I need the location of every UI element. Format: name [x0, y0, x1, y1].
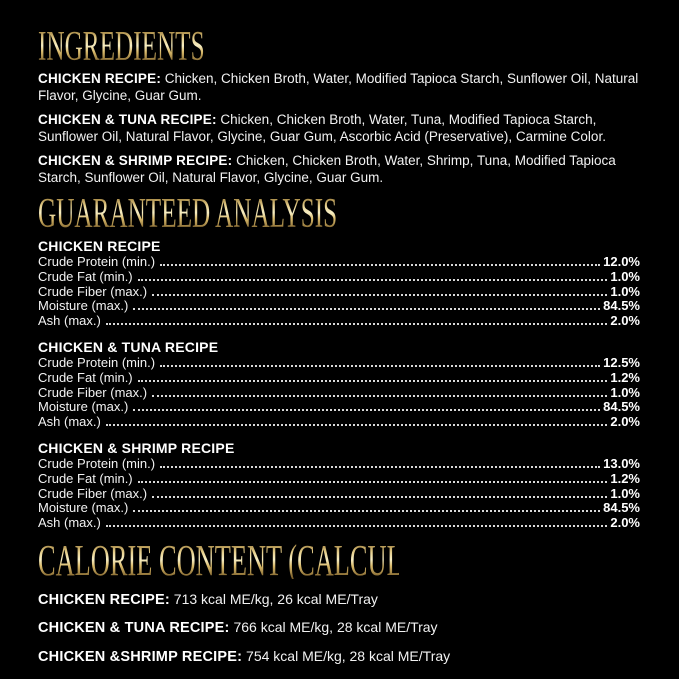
recipe-name-label: CHICKEN & SHRIMP RECIPE: — [38, 153, 233, 168]
analysis-row-label: Ash (max.) — [38, 414, 101, 430]
analysis-row — [38, 285, 640, 300]
guaranteed-analysis-section-title: GUARANTEED ANALYSIS — [38, 197, 399, 231]
recipe-name-label: CHICKEN &SHRIMP RECIPE: — [38, 648, 243, 665]
analysis-row-label: Crude Protein (min.) — [38, 354, 156, 370]
analysis-row-value: 84.5% — [603, 500, 640, 516]
analysis-row-value: 84.5% — [603, 298, 640, 314]
analysis-row-value: 13.0% — [603, 455, 640, 471]
analysis-row-value: 2.0% — [610, 414, 640, 430]
analysis-row-label: Crude Fiber (max.) — [38, 485, 148, 501]
analysis-row-value: 1.0% — [610, 485, 640, 501]
analysis-row-label: Crude Fiber (max.) — [38, 283, 148, 299]
analysis-row-value: 1.2% — [610, 369, 640, 385]
leader-dots — [133, 510, 600, 512]
analysis-rows — [38, 255, 640, 329]
recipe-name-label: CHICKEN RECIPE: — [38, 591, 170, 608]
analysis-row-value: 1.2% — [610, 470, 640, 486]
ingredient-paragraph — [38, 71, 640, 104]
calorie-value: 766 kcal ME/kg, 28 kcal ME/Tray — [233, 619, 438, 636]
analysis-row-value: 12.5% — [603, 354, 640, 370]
recipe-name-label: CHICKEN & TUNA RECIPE: — [38, 112, 217, 127]
analysis-row-value: 1.0% — [610, 384, 640, 400]
analysis-row-value: 2.0% — [610, 313, 640, 329]
analysis-row-value: 1.0% — [610, 268, 640, 284]
analysis-recipe-block — [38, 339, 640, 430]
leader-dots — [133, 308, 600, 310]
analysis-row-label: Crude Fat (min.) — [38, 268, 133, 284]
analysis-row-label: Ash (max.) — [38, 313, 101, 329]
analysis-row — [38, 472, 640, 487]
analysis-row-label: Crude Fiber (max.) — [38, 384, 148, 400]
recipe-name-label: CHICKEN RECIPE: — [38, 71, 162, 86]
leader-dots — [138, 380, 608, 382]
analysis-row — [38, 501, 640, 516]
leader-dots — [106, 323, 608, 325]
ingredient-text: Chicken, Chicken Broth, Water, Tuna, Modified Tapioca Starch, Sunflower Oil, Natural Flavor, Glycine, Guar Gum, Ascorbic Acid (Preservative), Carmine Color. — [38, 112, 606, 144]
analysis-row — [38, 415, 640, 430]
leader-dots — [160, 466, 600, 468]
leader-dots — [138, 279, 608, 281]
analysis-row-label: Moisture (max.) — [38, 399, 129, 415]
ingredient-paragraph — [38, 153, 640, 186]
leader-dots — [152, 294, 607, 296]
analysis-row-label: Moisture (max.) — [38, 298, 129, 314]
analysis-row-label: Crude Protein (min.) — [38, 254, 156, 269]
analysis-row — [38, 487, 640, 502]
analysis-row — [38, 270, 640, 285]
calorie-value: 713 kcal ME/kg, 26 kcal ME/Tray — [173, 590, 378, 607]
analysis-recipe-block — [38, 238, 640, 329]
leader-dots — [152, 395, 607, 397]
ingredients-section-title: INGREDIENTS — [38, 30, 399, 64]
ingredients-list — [38, 71, 640, 186]
calorie-content-section-title: CALORIE CONTENT (CALCULATED): — [38, 535, 487, 585]
analysis-row-value: 12.0% — [603, 254, 640, 269]
analysis-recipe-name: CHICKEN RECIPE — [38, 238, 161, 254]
analysis-recipe-name: CHICKEN & SHRIMP RECIPE — [38, 439, 235, 456]
calorie-line — [38, 590, 640, 609]
analysis-row — [38, 255, 640, 270]
leader-dots — [106, 424, 608, 426]
leader-dots — [160, 264, 600, 266]
leader-dots — [138, 481, 608, 483]
calorie-line — [38, 647, 640, 666]
leader-dots — [160, 365, 600, 367]
analysis-row — [38, 457, 640, 472]
analysis-row-label: Crude Protein (min.) — [38, 455, 156, 471]
ingredient-text: Chicken, Chicken Broth, Water, Shrimp, Tuna, Modified Tapioca Starch, Sunflower Oil, Natural Flavor, Glycine, Guar Gum. — [38, 153, 616, 185]
ingredient-paragraph — [38, 112, 640, 145]
analysis-row-label: Moisture (max.) — [38, 500, 129, 516]
analysis-rows — [38, 457, 640, 531]
leader-dots — [152, 496, 607, 498]
analysis-row — [38, 314, 640, 329]
analysis-row — [38, 299, 640, 314]
leader-dots — [133, 409, 600, 411]
analysis-recipe-block — [38, 440, 640, 531]
analysis-rows — [38, 356, 640, 430]
guaranteed-analysis-list — [38, 238, 640, 531]
analysis-recipe-name: CHICKEN & TUNA RECIPE — [38, 338, 219, 355]
analysis-row-value: 84.5% — [603, 399, 640, 415]
analysis-row — [38, 400, 640, 415]
analysis-row-label: Crude Fat (min.) — [38, 369, 133, 385]
calorie-line — [38, 618, 640, 637]
analysis-row — [38, 516, 640, 531]
analysis-row — [38, 386, 640, 401]
analysis-row — [38, 371, 640, 386]
analysis-row-value: 1.0% — [610, 283, 640, 299]
calorie-value: 754 kcal ME/kg, 28 kcal ME/Tray — [246, 647, 451, 664]
calorie-content-list — [38, 590, 640, 666]
analysis-row-label: Crude Fat (min.) — [38, 470, 133, 486]
analysis-row-label: Ash (max.) — [38, 515, 101, 531]
analysis-row — [38, 356, 640, 371]
analysis-row-value: 2.0% — [610, 515, 640, 531]
recipe-name-label: CHICKEN & TUNA RECIPE: — [38, 620, 230, 637]
ingredient-text: Chicken, Chicken Broth, Water, Modified Tapioca Starch, Sunflower Oil, Natural Flavor, Glycine, Guar Gum. — [38, 71, 639, 103]
leader-dots — [106, 525, 608, 527]
